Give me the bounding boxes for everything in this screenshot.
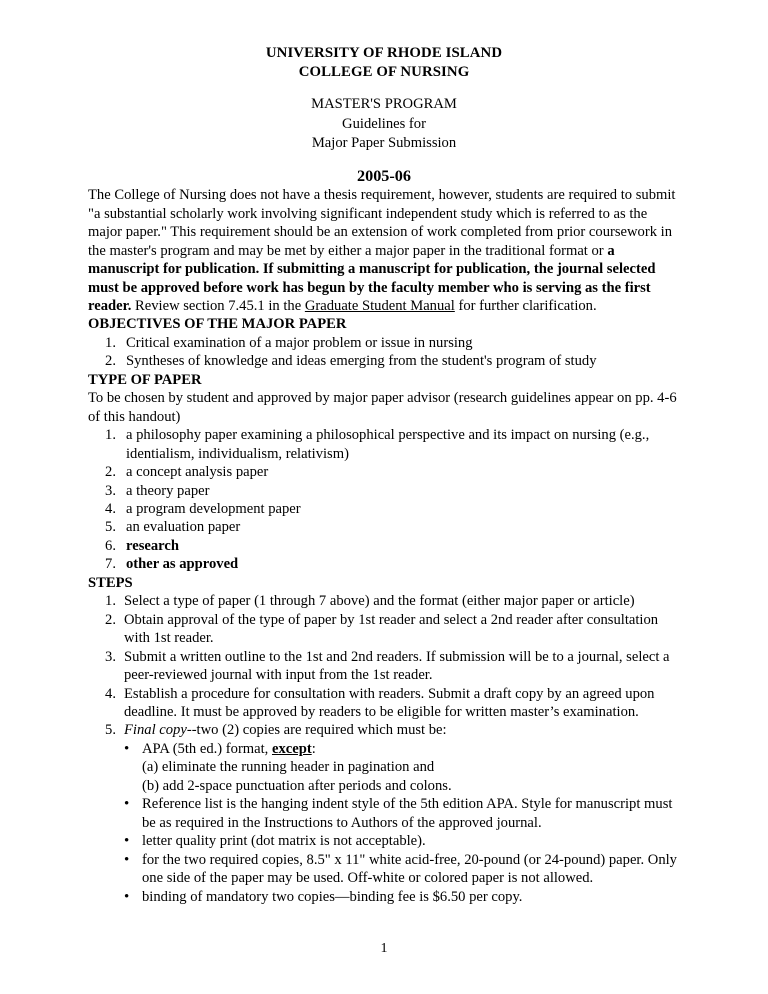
list-item bbox=[88, 352, 680, 370]
steps-list bbox=[88, 592, 680, 740]
list-item bbox=[88, 463, 680, 481]
list-item-number: 6. bbox=[105, 537, 116, 554]
objectives-heading: OBJECTIVES OF THE MAJOR PAPER bbox=[88, 316, 347, 333]
bullet-icon: • bbox=[124, 888, 130, 905]
list-item bbox=[88, 555, 680, 573]
list-item-label bbox=[116, 721, 680, 739]
university-name: UNIVERSITY OF RHODE ISLAND bbox=[265, 45, 503, 61]
intro-text-part1: The College of Nursing does not have a thesis requirement, however, students are required to submit "a substantial scholarly work involving significant independent study which is referred to as the major paper." This requirement should be an extension of work completed from prior coursework in the master's program and may be met by either a major paper in the traditional format or bbox=[88, 187, 676, 259]
list-item-number: 4. bbox=[105, 500, 116, 517]
intro-text-bold: a manuscript for publication. If submitting a manuscript for publication, the journal selected must be approved before work has begun by the faculty member who is serving as the first reader. bbox=[88, 242, 656, 314]
list-item-label: Select a type of paper (1 through 7 above) and the format (either major paper or article) bbox=[124, 593, 635, 610]
list-item-number: 2. bbox=[105, 353, 116, 370]
academic-year: 2005-06 bbox=[357, 166, 411, 185]
list-item-label: Critical examination of a major problem or issue in nursing bbox=[126, 334, 473, 351]
steps-heading: STEPS bbox=[88, 574, 133, 591]
list-item bbox=[88, 795, 680, 832]
list-item-number: 1. bbox=[105, 427, 116, 444]
type-of-paper-lead: To be chosen by student and approved by major paper advisor (research guidelines appear on pp. 4-6 of this handout) bbox=[88, 390, 677, 425]
intro-text-part3: for further clarification. bbox=[454, 298, 597, 314]
final-copy-emphasis: Final copy bbox=[124, 722, 187, 739]
list-item-label: Reference list is the hanging indent style of the 5th edition APA. Style for manuscript must be as required in the Instructions to Authors of the approved journal. bbox=[142, 796, 673, 831]
list-item-label: research bbox=[126, 537, 179, 554]
bullet-text-post: : bbox=[311, 740, 316, 757]
list-item-number: 7. bbox=[105, 556, 116, 573]
graduate-student-manual-reference: Graduate Student Manual bbox=[304, 298, 455, 314]
list-item-number: 4. bbox=[105, 685, 116, 702]
page-number: 1 bbox=[380, 941, 388, 956]
list-item bbox=[88, 537, 680, 555]
guidelines-label: Guidelines for bbox=[342, 115, 426, 132]
list-item-label: other as approved bbox=[126, 556, 239, 573]
list-item-number: 5. bbox=[105, 722, 116, 739]
apa-exception-a: (a) eliminate the running header in pagination and bbox=[142, 759, 435, 776]
list-item-label bbox=[142, 740, 680, 758]
bullet-text-pre: APA (5th ed.) format, bbox=[142, 740, 272, 757]
document-subtitle bbox=[88, 95, 680, 152]
list-item bbox=[88, 592, 680, 610]
list-item bbox=[88, 611, 680, 648]
list-item bbox=[88, 740, 680, 758]
bullet-icon: • bbox=[124, 851, 130, 868]
submission-label: Major Paper Submission bbox=[311, 134, 457, 151]
list-item-label: an evaluation paper bbox=[126, 519, 241, 536]
final-copy-requirements-list bbox=[88, 740, 680, 906]
list-item-label: Submit a written outline to the 1st and 2nd readers. If submission will be to a journal, select a peer-reviewed journal with input from the 1st reader. bbox=[124, 648, 670, 684]
bullet-icon: • bbox=[124, 833, 130, 850]
list-item-label: for the two required copies, 8.5" x 11" white acid-free, 20-pound (or 24-pound) paper. Only one side of the paper may be used. Off-white or colored paper is not allowed. bbox=[142, 851, 677, 887]
list-item-label: Establish a procedure for consultation with readers. Submit a draft copy by an agreed upon deadline. It must be approved by readers to be eligible for written master’s examination. bbox=[124, 685, 655, 720]
list-item-number: 5. bbox=[105, 519, 116, 536]
list-item-number: 1. bbox=[105, 593, 116, 610]
apa-exception-b: (b) add 2-space punctuation after periods and colons. bbox=[142, 777, 452, 794]
list-item-label: letter quality print (dot matrix is not acceptable). bbox=[142, 833, 426, 850]
list-item bbox=[88, 851, 680, 888]
list-item-number: 3. bbox=[105, 648, 116, 665]
type-of-paper-heading: TYPE OF PAPER bbox=[88, 371, 202, 388]
list-item-label: a theory paper bbox=[126, 482, 210, 499]
list-item bbox=[88, 832, 680, 850]
document-header bbox=[88, 44, 680, 82]
list-item-number: 1. bbox=[105, 334, 116, 351]
list-item bbox=[88, 482, 680, 500]
list-item-number: 2. bbox=[105, 464, 116, 481]
final-copy-rest: --two (2) copies are required which must be: bbox=[186, 722, 447, 739]
list-item-final-copy bbox=[88, 721, 680, 739]
list-item bbox=[88, 500, 680, 518]
list-item bbox=[88, 334, 680, 352]
list-item bbox=[88, 648, 680, 685]
list-item-label: Syntheses of knowledge and ideas emerging from the student's program of study bbox=[126, 353, 597, 370]
list-item bbox=[88, 888, 680, 906]
list-item-label: a philosophy paper examining a philosophical perspective and its impact on nursing (e.g., identialism, individualism, relativism) bbox=[126, 427, 650, 462]
list-item-number: 3. bbox=[105, 482, 116, 499]
list-item-label: binding of mandatory two copies—binding fee is $6.50 per copy. bbox=[142, 888, 523, 905]
objectives-list bbox=[88, 334, 680, 371]
type-of-paper-list bbox=[88, 426, 680, 574]
bullet-icon: • bbox=[124, 740, 130, 757]
list-item bbox=[88, 685, 680, 722]
document-page bbox=[88, 44, 680, 906]
list-item bbox=[88, 426, 680, 463]
program-name: MASTER'S PROGRAM bbox=[311, 96, 457, 113]
bullet-icon: • bbox=[124, 796, 130, 813]
list-item bbox=[88, 518, 680, 536]
list-item-label: a program development paper bbox=[126, 500, 301, 517]
except-emphasis: except bbox=[271, 740, 312, 757]
list-item-label: a concept analysis paper bbox=[126, 464, 269, 481]
list-item-label: Obtain approval of the type of paper by 1st reader and select a 2nd reader after consultation with 1st reader. bbox=[124, 611, 659, 647]
intro-text-part2: Review section 7.45.1 in the bbox=[131, 298, 305, 314]
list-item-number: 2. bbox=[105, 611, 116, 628]
college-name: COLLEGE OF NURSING bbox=[298, 64, 470, 81]
intro-paragraph bbox=[88, 186, 680, 315]
